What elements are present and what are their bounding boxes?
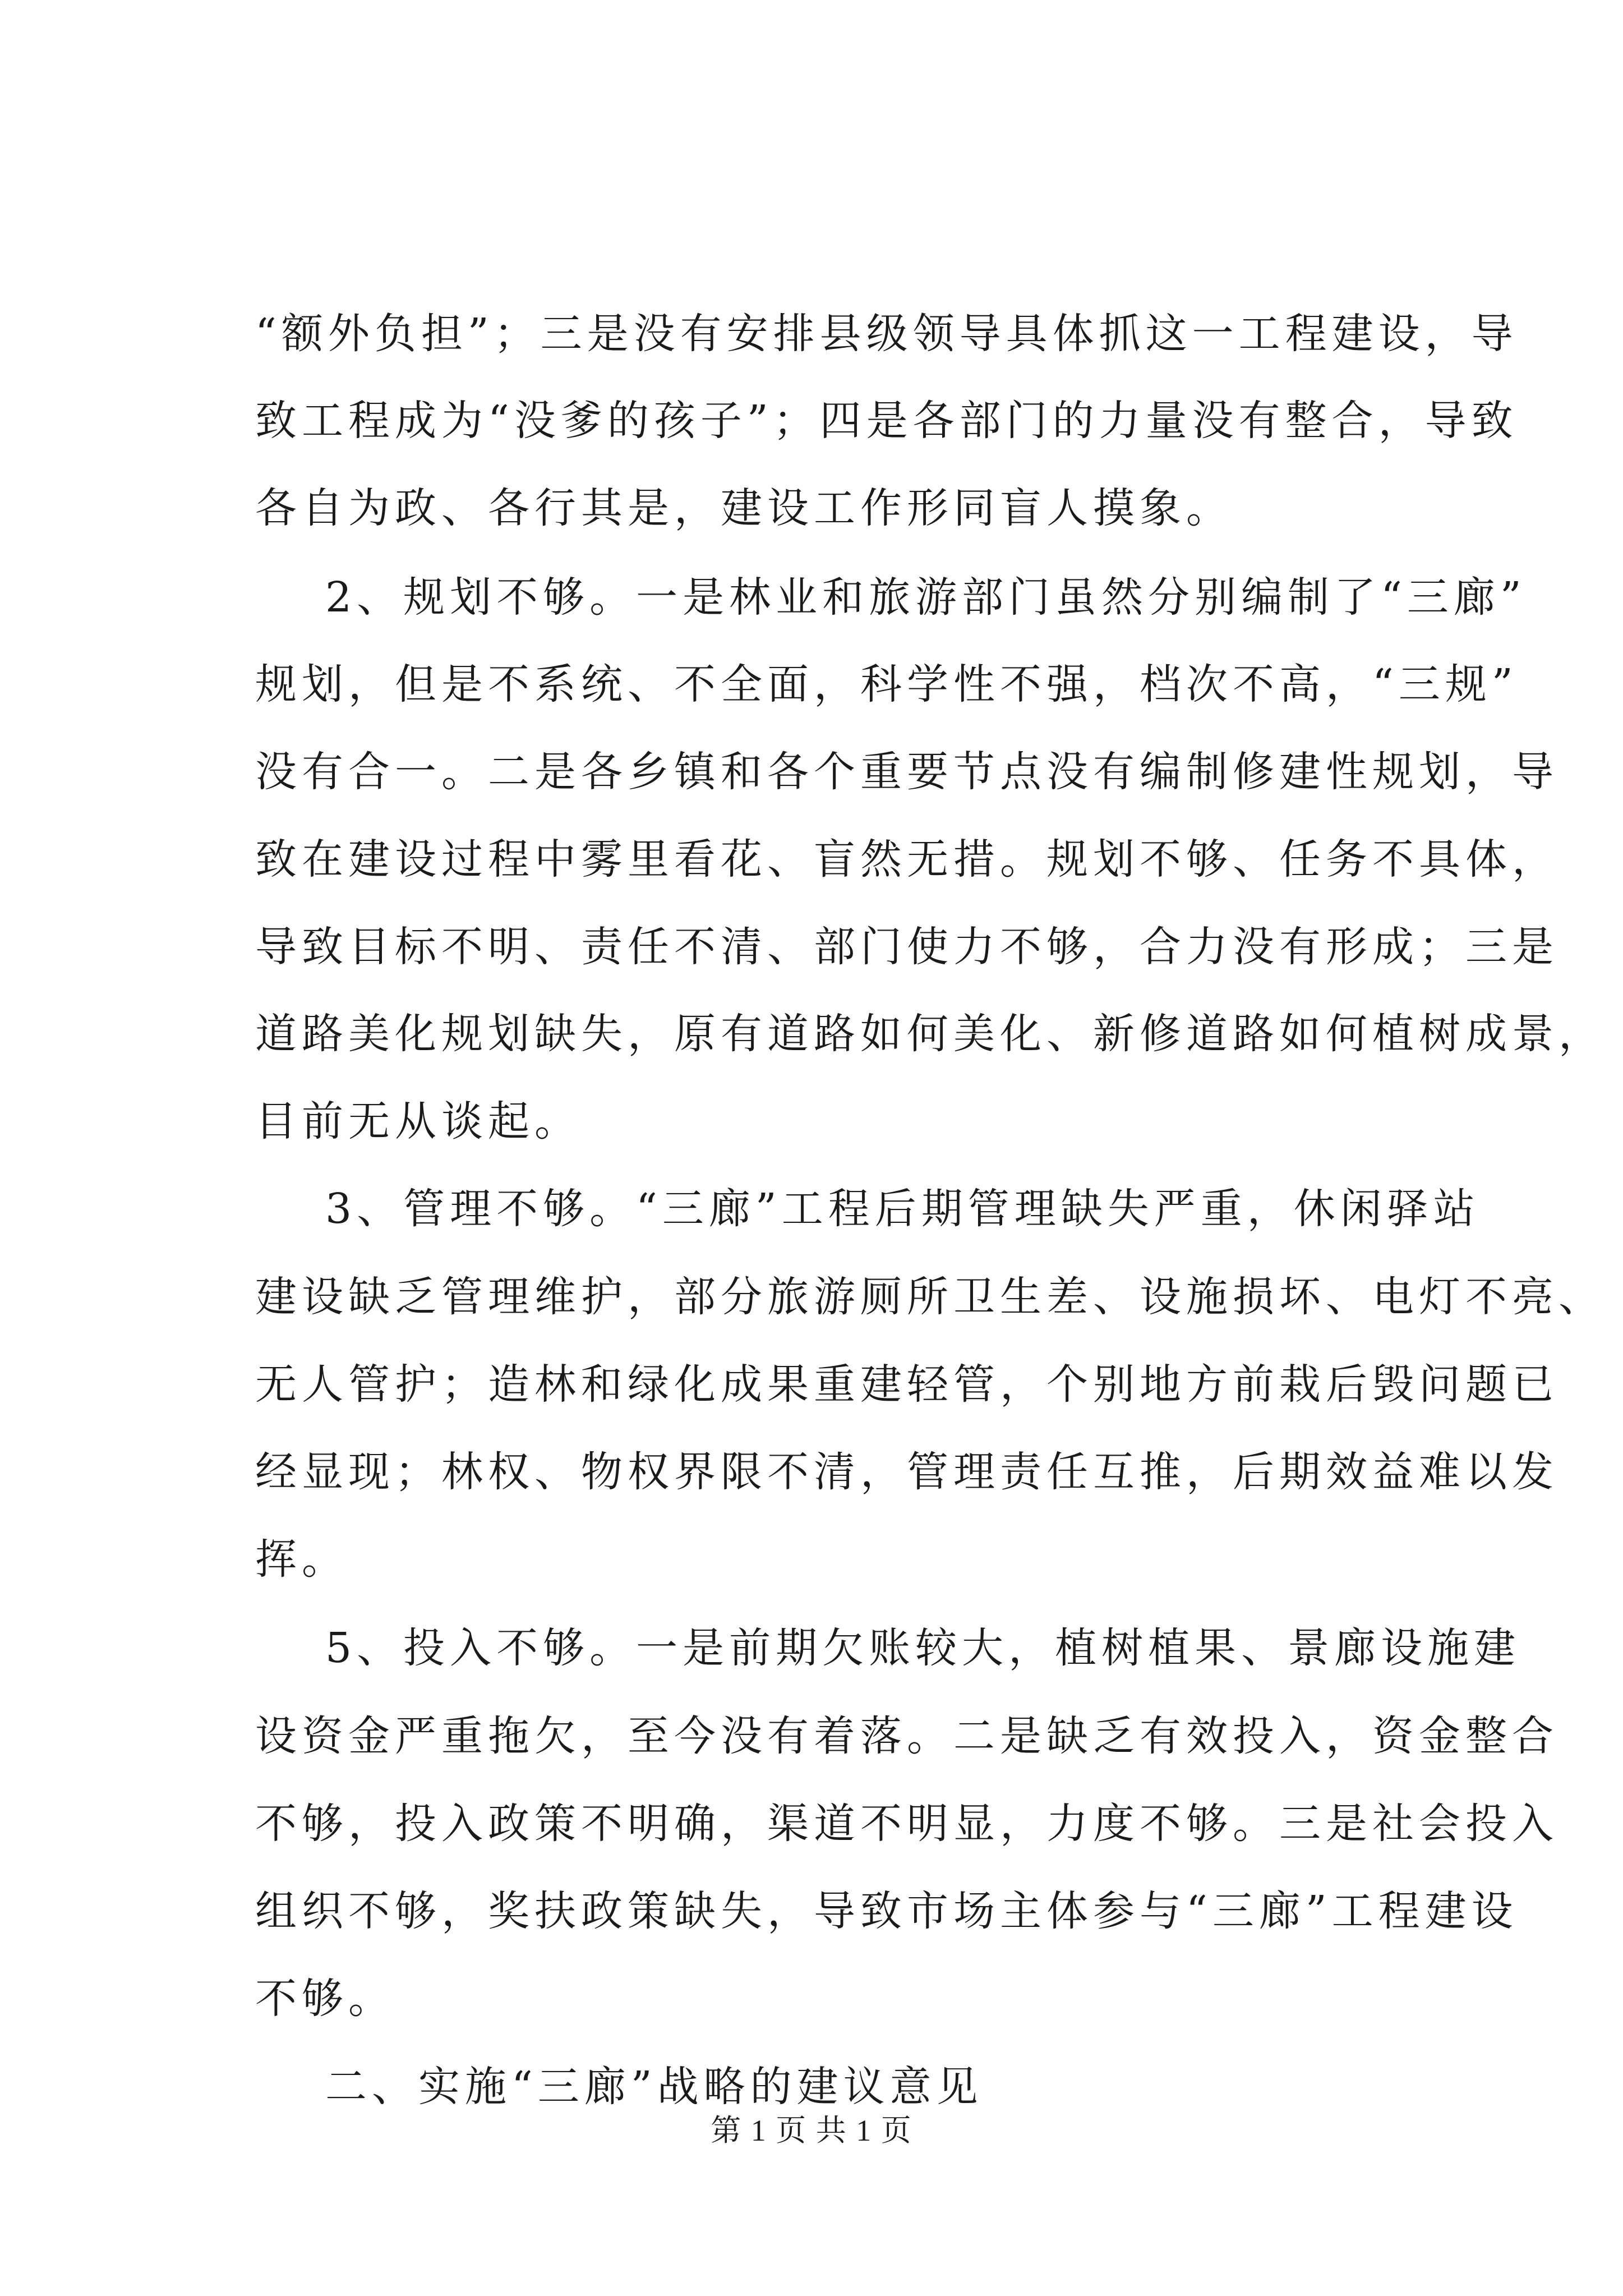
text-line: 不够，投入政策不明确，渠道不明显，力度不够。三是社会投入: [255, 1800, 1559, 1848]
section-heading: 二、实施“三廊”战略的建议意见: [325, 2063, 983, 2111]
text-line: 不够。: [255, 1975, 395, 2023]
text-line: 规划，但是不系统、不全面，科学性不强，档次不高，“三规”: [255, 660, 1518, 708]
page-number-footer: 第 1 页 共 1 页: [711, 2114, 912, 2147]
text-line: 各自为政、各行其是，建设工作形同盲人摸象。: [255, 484, 1233, 532]
text-line: 导致目标不明、责任不清、部门使力不够，合力没有形成；三是: [255, 923, 1559, 971]
text-line: 挥。: [255, 1535, 348, 1584]
paragraph-first-line: 5、投入不够。一是前期欠账较大，植树植果、景廊设施建: [325, 1624, 1521, 1672]
text-line: 建设缺乏管理维护，部分旅游厕所卫生差、设施损坏、电灯不亮、: [255, 1273, 1605, 1321]
text-line: 经显现；林权、物权界限不清，管理责任互推，后期效益难以发: [255, 1448, 1559, 1496]
text-line: “额外负担”；三是没有安排县级领导具体抓这一工程建设，导: [255, 310, 1518, 358]
paragraph-first-line: 2、规划不够。一是林业和旅游部门虽然分别编制了“三廊”: [325, 573, 1527, 622]
text-line: 致工程成为“没爹的孩子”；四是各部门的力量没有整合，导致: [255, 397, 1518, 445]
text-line: 目前无从谈起。: [255, 1097, 581, 1145]
text-line: 设资金严重拖欠，至今没有着落。二是缺乏有效投入，资金整合: [255, 1712, 1559, 1760]
text-line: 无人管护；造林和绿化成果重建轻管，个别地方前栽后毁问题已: [255, 1360, 1559, 1409]
text-line: 致在建设过程中雾里看花、盲然无措。规划不够、任务不具体，: [255, 835, 1559, 884]
text-line: 道路美化规划缺失，原有道路如何美化、新修道路如何植树成景，: [255, 1010, 1605, 1058]
paragraph-first-line: 3、管理不够。“三廊”工程后期管理缺失严重，休闲驿站: [325, 1185, 1480, 1233]
text-line: 组织不够，奖扶政策缺失，导致市场主体参与“三廊”工程建设: [255, 1887, 1518, 1935]
text-line: 没有合一。二是各乡镇和各个重要节点没有编制修建性规划，导: [255, 748, 1559, 796]
